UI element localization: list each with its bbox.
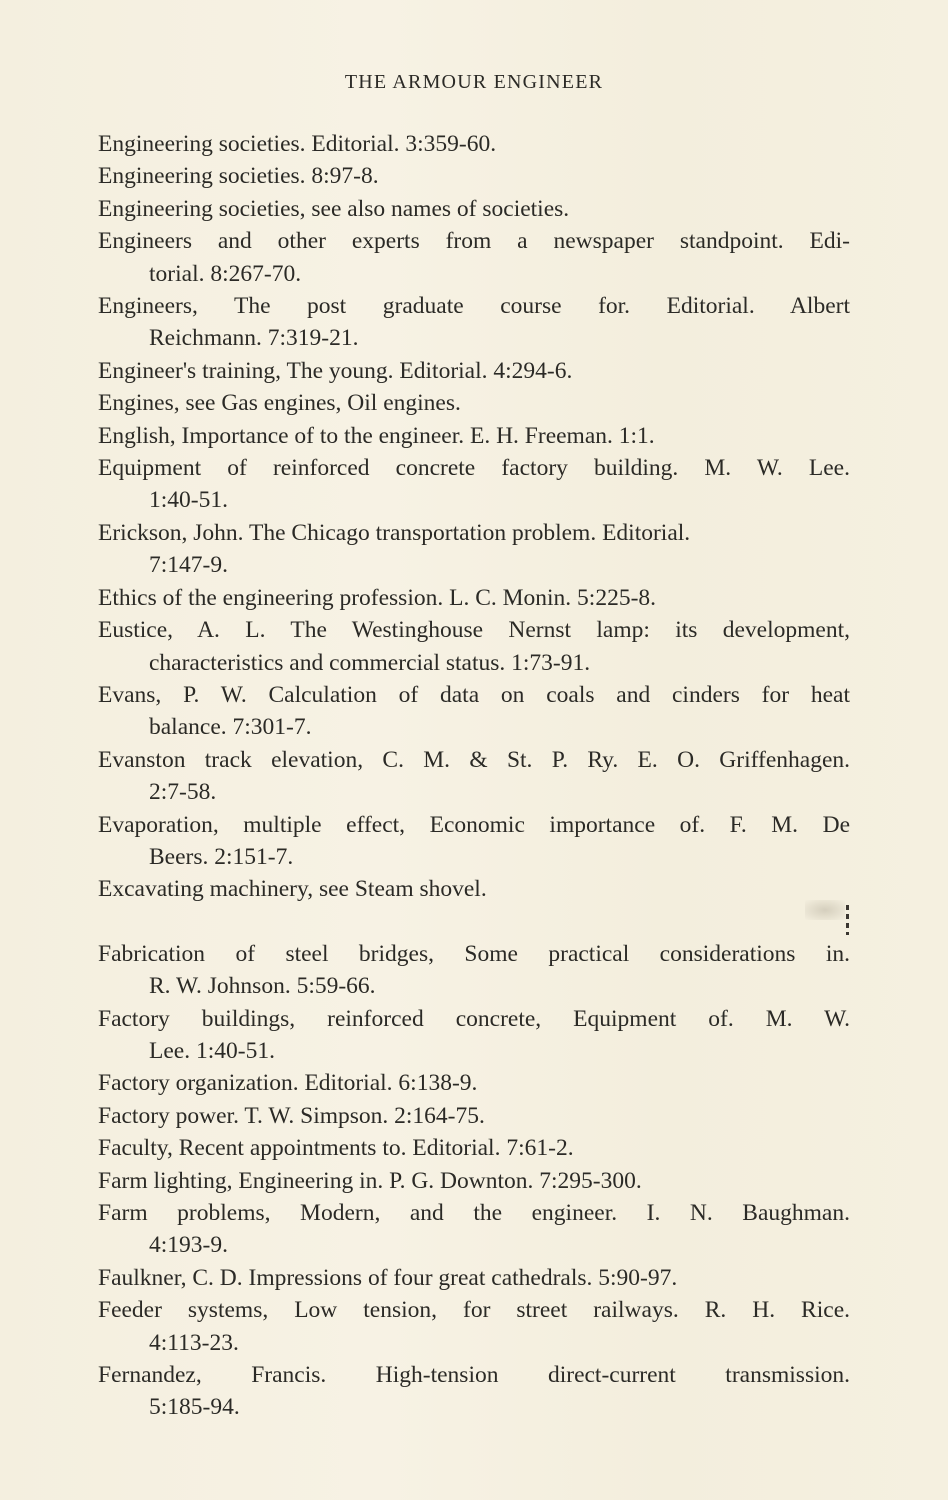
entry-continuation: Lee. 1:40-51.	[149, 1037, 275, 1064]
entry-line: Evaporation, multiple effect, Economic importance of. F. M. De	[98, 811, 850, 838]
entry-continuation: 4:113-23.	[149, 1329, 239, 1356]
index-entry	[98, 1067, 850, 1099]
entry-continuation: characteristics and commercial status. 1:73-91.	[149, 649, 591, 676]
index-entry	[98, 809, 850, 874]
entry-line: Faulkner, C. D. Impressions of four great cathedrals. 5:90-97.	[98, 1264, 678, 1291]
entry-line: Ethics of the engineering profession. L. C. Monin. 5:225-8.	[98, 584, 657, 611]
index-entry	[98, 873, 850, 905]
index-entry	[98, 387, 850, 419]
index-entry	[98, 452, 850, 517]
index-entry	[98, 614, 850, 679]
index-entry	[98, 744, 850, 809]
running-head: THE ARMOUR ENGINEER	[344, 71, 604, 93]
entry-line: Engineering societies. Editorial. 3:359-60.	[98, 131, 497, 157]
index-entry	[98, 582, 850, 614]
entry-line: Excavating machinery, see Steam shovel.	[98, 876, 487, 903]
entry-line: Farm problems, Modern, and the engineer. I. N. Baughman.	[98, 1200, 850, 1226]
entry-line: Engineers, The post graduate course for. Editorial. Albert	[98, 293, 850, 320]
entry-line: Factory power. T. W. Simpson. 2:164-75.	[98, 1102, 485, 1129]
index-entry	[98, 1294, 850, 1359]
entry-line: Engineering societies, see also names of societies.	[98, 195, 570, 222]
entry-line: Evans, P. W. Calculation of data on coals and cinders for heat	[98, 681, 850, 708]
entry-continuation: 4:193-9.	[149, 1232, 228, 1259]
index-entry	[98, 1197, 850, 1262]
index-entry	[98, 160, 850, 192]
section-gap	[98, 906, 850, 938]
entry-line: Factory organization. Editorial. 6:138-9.	[98, 1070, 478, 1097]
index-entry	[98, 193, 850, 225]
entry-continuation: Reichmann. 7:319-21.	[149, 325, 359, 352]
entry-line: Faculty, Recent appointments to. Editorial. 7:61-2.	[98, 1135, 574, 1162]
entry-line: Engines, see Gas engines, Oil engines.	[98, 390, 461, 417]
index-entry	[98, 679, 850, 744]
index-entry	[98, 1165, 850, 1197]
index-entry	[98, 1132, 850, 1164]
index-entry	[98, 355, 850, 387]
index-entry	[98, 128, 850, 160]
entry-line: Engineer's training, The young. Editorial. 4:294-6.	[98, 357, 573, 384]
entry-line: Engineering societies. 8:97-8.	[98, 163, 379, 190]
entry-line: Factory buildings, reinforced concrete, Equipment of. M. W.	[98, 1005, 850, 1032]
entry-continuation: 5:185-94.	[149, 1394, 240, 1421]
index-entry	[98, 290, 850, 355]
entry-continuation: Beers. 2:151-7.	[149, 843, 294, 870]
entry-line: Evanston track elevation, C. M. & St. P. Ry. E. O. Griffenhagen.	[98, 746, 850, 773]
entry-line: Fabrication of steel bridges, Some practical considerations in.	[98, 940, 850, 967]
entry-continuation: R. W. Johnson. 5:59-66.	[149, 973, 376, 1000]
entry-line: Erickson, John. The Chicago transportation problem. Editorial.	[98, 519, 691, 546]
index-entry	[98, 420, 850, 452]
entry-line: Farm lighting, Engineering in. P. G. Downton. 7:295-300.	[98, 1167, 642, 1194]
index-entry	[98, 1003, 850, 1068]
entry-continuation: 7:147-9.	[149, 552, 228, 579]
index-entry	[98, 1359, 850, 1424]
entry-line: English, Importance of to the engineer. E. H. Freeman. 1:1.	[98, 422, 655, 449]
entry-line: Equipment of reinforced concrete factory building. M. W. Lee.	[98, 455, 850, 482]
index-entry	[98, 1262, 850, 1294]
entry-line: Engineers and other experts from a newspaper standpoint. Edi-	[98, 228, 850, 255]
index-entries	[98, 128, 850, 1424]
entry-line: Eustice, A. L. The Westinghouse Nernst lamp: its development,	[98, 617, 850, 644]
entry-continuation: 1:40-51.	[149, 487, 228, 514]
entry-line: Fernandez, Francis. High-tension direct-current transmission.	[98, 1362, 850, 1389]
entry-continuation: balance. 7:301-7.	[149, 714, 312, 741]
entry-line: Feeder systems, Low tension, for street railways. R. H. Rice.	[98, 1297, 850, 1324]
entry-continuation: 2:7-58.	[149, 779, 217, 806]
index-entry	[98, 1100, 850, 1132]
entry-continuation: torial. 8:267-70.	[149, 260, 302, 287]
index-entry	[98, 517, 850, 582]
index-entry	[98, 938, 850, 1003]
index-entry	[98, 225, 850, 290]
